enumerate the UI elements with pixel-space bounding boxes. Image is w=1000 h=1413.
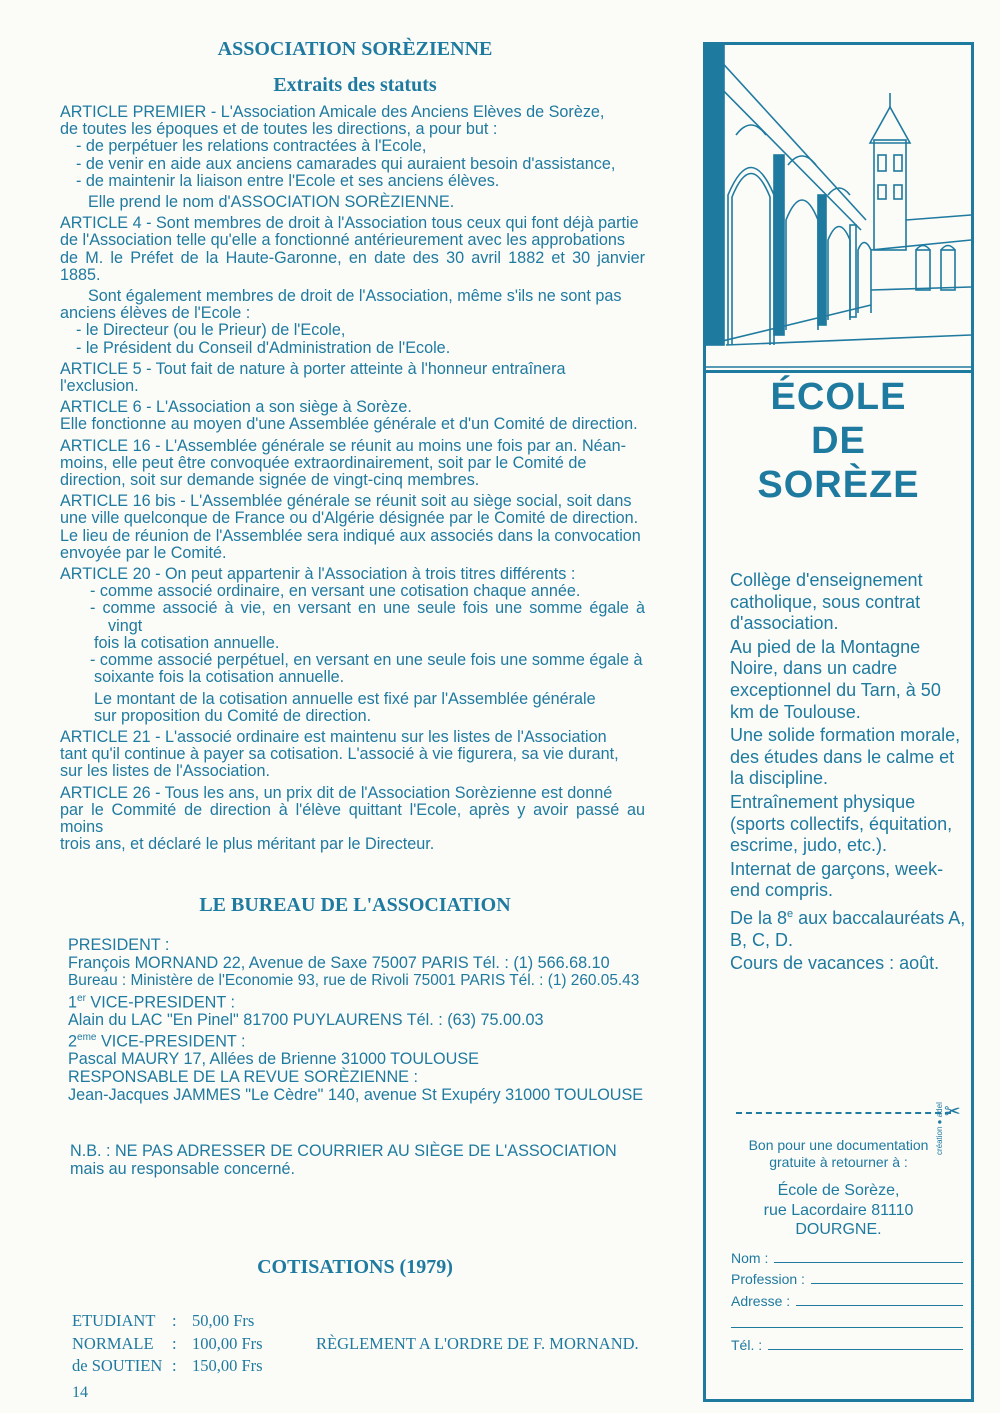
fees-table xyxy=(72,1310,639,1378)
vp1-label: 1er VICE-PRESIDENT : xyxy=(68,992,235,1012)
payment-note: RÈGLEMENT A L'ORDRE DE F. MORNAND. xyxy=(316,1333,639,1353)
page-number: 14 xyxy=(72,1384,88,1401)
bureau-title: LE BUREAU DE L'ASSOCIATION xyxy=(199,894,511,916)
form-field-adresse-line2[interactable] xyxy=(731,1313,963,1331)
coupon-cut-line xyxy=(736,1112,951,1114)
article-premier: ARTICLE PREMIER - L'Association Amicale des Anciens Elèves de Sorèze, xyxy=(60,103,605,121)
fee-row: ETUDIANT : 50,00 Frs xyxy=(72,1311,255,1330)
article-26: ARTICLE 26 - Tous les ans, un prix dit de l'Association Sorèzienne est donné xyxy=(60,783,613,802)
article-6: ARTICLE 6 - L'Association a son siège à Sorèze. xyxy=(60,398,412,417)
coupon-heading: Bon pour une documentation gratuite à retourner à : xyxy=(748,1137,929,1170)
article-4: ARTICLE 4 - Sont membres de droit à l'Association tous ceux qui font déjà partie xyxy=(60,214,639,233)
vp2-label: 2eme VICE-PRESIDENT : xyxy=(68,1032,246,1051)
creation-credit: création ● adel xyxy=(935,1102,944,1155)
bureau-list: PRESIDENT : François MORNAND 22, Avenue de Saxe 75007 PARIS Tél. : (1) 566.68.10 Bureau : Ministère de l'Economie 93, rue de Rivoli 75001 PARIS Tél. : (1) 260.05.43 1er VICE-PRESIDENT : Alain du LAC "En Pinel" 81700 PUYLAURENS Tél. : (63) 75.00.03 2eme VICE-PRESIDENT : Pascal MAURY 17, Allées de Brienne 31000 TOULOUSE RESPONSABLE DE LA REVUE SORÈZIENNE : Jean-Jacques JAMMES "Le Cèdre" 140, avenue St Exupéry 31000 TOULOUSE xyxy=(68,937,668,1104)
article-16-bis: ARTICLE 16 bis - L'Assemblée générale se réunit soit au siège social, soit dans xyxy=(60,492,632,511)
fee-row: de SOUTIEN : 150,00 Frs xyxy=(72,1356,263,1375)
form-field-tel[interactable]: Tél. : xyxy=(731,1337,963,1353)
article-20: ARTICLE 20 - On peut appartenir à l'Association à trois titres différents : xyxy=(60,565,576,584)
form-field-nom[interactable]: Nom : xyxy=(731,1250,963,1266)
nb-note: N.B. : NE PAS ADRESSER DE COURRIER AU SIÈGE DE L'ASSOCIATION mais au responsable concerné. xyxy=(70,1142,617,1178)
school-description: Collège d'enseignement catholique, sous contrat d'association. Au pied de la Montagne Noire, dans un cadre exceptionnel du Tarn, à 50 km de Toulouse. Une solide formation morale, des études dans le calme et la discipline. Entraînement physique (sports collectifs, équitation, escrime, judo, etc.). Internat de garçons, week-end compris. De la 8e aux baccalauréats A, B, C, D. Cours de vacances : août. xyxy=(730,570,966,974)
page-title: ASSOCIATION SORÈZIENNE xyxy=(217,38,493,60)
article-16: ARTICLE 16 - L'Assemblée générale se réunit au moins une fois par an. Néan- xyxy=(60,436,627,455)
coupon-address: École de Sorèze, rue Lacordaire 81110 DOURGNE. xyxy=(763,1182,914,1238)
article-5: ARTICLE 5 - Tout fait de nature à porter atteinte à l'honneur entraînera xyxy=(60,359,566,378)
revue-label: RESPONSABLE DE LA REVUE SORÈZIENNE : xyxy=(68,1067,418,1086)
cloister-illustration xyxy=(706,45,971,373)
president-label: PRESIDENT : xyxy=(68,936,170,954)
statutes-text: ARTICLE PREMIER - L'Association Amicale des Anciens Elèves de Sorèze, de toutes les époques et de toutes les directions, a pour but : - de perpétuer les relations contractées à l'Ecole, - de venir en aide aux anciens camarades qui auraient besoin d'assistance, - de maintenir la liaison entre l'Ecole et ses anciens élèves. Elle prend le nom d'ASSOCIATION SORÈZIENNE. ARTICLE 4 - Sont membres de droit à l'Association tous ceux qui font déjà partie de l'Association telle qu'elle a fonctionné antérieurement avec les approbations de M. le Préfet de la Haute-Garonne, en date des 30 avril 1882 et 30 janvier 1885. Sont également membres de droit de l'Association, même s'ils ne sont pas anciens élèves de l'Ecole : - le Directeur (ou le Prieur) de l'Ecole, - le Président du Conseil d'Administration de l'Ecole. ARTICLE 5 - Tout fait de nature à porter atteinte à l'honneur entraînera l'exclusion. ARTICLE 6 - L'Association a son siège à Sorèze. Elle fonctionne au moyen d'une Assemblée générale et d'un Comité de direction. ARTICLE 16 - L'Assemblée générale se réunit au moins une fois par an. Néan- moins, elle peut être convoquée extraordinairement, soit par le Comité de direction, soit sur demande signée de vingt-cinq membres. ARTICLE 16 bis - L'Assemblée générale se réunit soit au siège social, soit dans une ville quelconque de France ou d'Algérie désignée par le Comité de direction. Le lieu de réunion de l'Assemblée sera indiqué aux associés dans la convocation envoyée par le Comité. ARTICLE 20 - On peut appartenir à l'Association à trois titres différents : - comme associé ordinaire, en versant une cotisation chaque année. - comme associé à vie, en versant en une seule fois une somme égale à vingt fois la cotisation annuelle. - comme associé perpétuel, en versant en une seule fois une somme égale à soixante fois la cotisation annuelle. Le montant de la cotisation annuelle est fixé par l'Assemblée générale sur proposition du Comité de direction. ARTICLE 21 - L'associé ordinaire est maintenu sur les listes de l'Association tant qu'il continue à payer sa cotisation. L'associé à vie figurera, sa vie durant, sur les listes de l'Association. ARTICLE 26 - Tous les ans, un prix dit de l'Association Sorèzienne est donné par le Commité de direction à l'élève quittant l'Ecole, après y avoir passé au moins trois ans, et déclaré le plus méritant par le Directeur. xyxy=(60,103,645,854)
school-advertisement xyxy=(703,42,974,1402)
form-field-adresse[interactable]: Adresse : xyxy=(731,1293,963,1309)
school-title: ÉCOLE DE SORÈZE xyxy=(757,376,920,506)
form-field-profession[interactable]: Profession : xyxy=(731,1271,963,1287)
cotisations-title: COTISATIONS (1979) xyxy=(257,1256,453,1278)
page-subtitle: Extraits des statuts xyxy=(273,74,437,96)
article-21: ARTICLE 21 - L'associé ordinaire est maintenu sur les listes de l'Association xyxy=(60,727,607,746)
fee-row: NORMALE : 100,00 Frs RÈGLEMENT A L'ORDRE DE F. MORNAND. xyxy=(72,1333,639,1356)
scissors-icon: ✂ xyxy=(944,1101,961,1123)
